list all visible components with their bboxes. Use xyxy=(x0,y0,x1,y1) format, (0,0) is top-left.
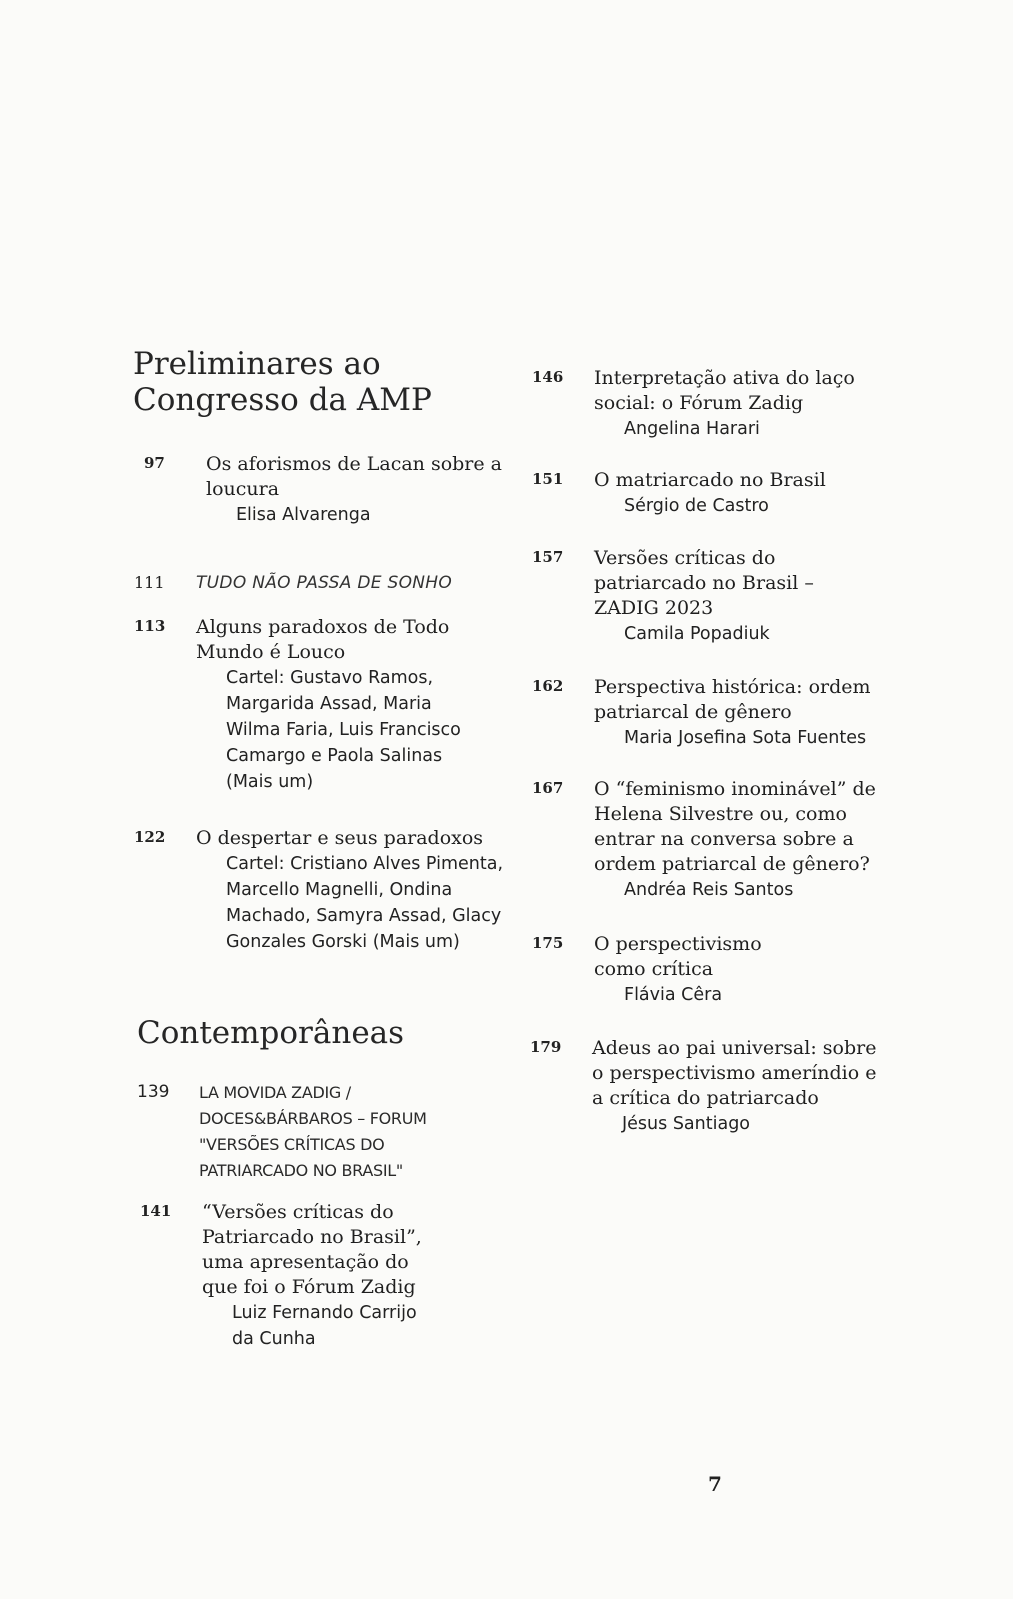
toc-entry xyxy=(144,452,524,528)
entry-title: LA MOVIDA ZADIG / DOCES&BÁRBAROS – FORUM "VERSÕES CRÍTICAS DO PATRIARCADO NO BRASIL" xyxy=(199,1083,427,1180)
entry-page-number: 146 xyxy=(532,368,564,386)
toc-entry xyxy=(532,546,912,647)
toc-entry xyxy=(140,1200,520,1352)
entry-page-number: 151 xyxy=(532,470,564,488)
entry-author: Flávia Cêra xyxy=(624,985,723,1005)
toc-entry xyxy=(532,468,912,519)
entry-page-number: 157 xyxy=(532,548,564,566)
entry-author: Maria Josefina Sota Fuentes xyxy=(624,728,867,748)
entry-page-number: 179 xyxy=(530,1038,562,1056)
entry-title: O despertar e seus paradoxos xyxy=(196,827,484,849)
entry-author: Camila Popadiuk xyxy=(624,624,770,644)
entry-title: Adeus ao pai universal: sobre o perspectivismo ameríndio e a crítica do patriarcado xyxy=(592,1037,877,1109)
entry-page-number: 175 xyxy=(532,934,564,952)
entry-title: Alguns paradoxos de Todo Mundo é Louco xyxy=(196,616,450,663)
toc-entry xyxy=(134,571,514,596)
page-number: 7 xyxy=(708,1472,722,1496)
toc-entry xyxy=(532,777,912,903)
entry-title: O matriarcado no Brasil xyxy=(594,469,826,491)
toc-entry xyxy=(532,932,912,1008)
entry-title: Interpretação ativa do laço social: o Fórum Zadig xyxy=(594,367,855,414)
entry-page-number: 167 xyxy=(532,779,564,797)
entry-author: Angelina Harari xyxy=(624,419,760,439)
entry-page-number: 139 xyxy=(137,1082,170,1102)
entry-author: Sérgio de Castro xyxy=(624,496,769,516)
entry-title: O “feminismo inominável” de Helena Silvestre ou, como entrar na conversa sobre a ordem patriarcal de gênero? xyxy=(594,778,876,875)
entry-author: Cartel: Cristiano Alves Pimenta, Marcello Magnelli, Ondina Machado, Samyra Assad, Glacy Gonzales Gorski (Mais um) xyxy=(226,854,504,952)
entry-page-number: 111 xyxy=(134,573,165,592)
entry-title: Perspectiva histórica: ordem patriarcal de gênero xyxy=(594,676,871,723)
entry-page-number: 97 xyxy=(144,454,165,472)
entry-author: Andréa Reis Santos xyxy=(624,880,794,900)
entry-page-number: 141 xyxy=(140,1202,172,1220)
toc-entry xyxy=(532,675,912,751)
entry-title: O perspectivismo como crítica xyxy=(594,933,762,980)
section-title-contemporaneas: Contemporâneas xyxy=(137,1015,405,1051)
entry-title: “Versões críticas do Patriarcado no Brasil”, uma apresentação do que foi o Fórum Zadig xyxy=(202,1201,422,1298)
entry-page-number: 162 xyxy=(532,677,564,695)
entry-author: Luiz Fernando Carrijo da Cunha xyxy=(232,1303,417,1349)
entry-title: Os aforismos de Lacan sobre a loucura xyxy=(206,453,503,500)
entry-author: Cartel: Gustavo Ramos, Margarida Assad, Maria Wilma Faria, Luis Francisco Camargo e Paola Salinas (Mais um) xyxy=(226,668,461,792)
entry-page-number: 113 xyxy=(134,617,166,635)
toc-entry xyxy=(137,1080,517,1184)
entry-title: Versões críticas do patriarcado no Brasil – ZADIG 2023 xyxy=(594,547,814,619)
toc-entry xyxy=(530,1036,910,1137)
entry-title: TUDO NÃO PASSA DE SONHO xyxy=(196,573,453,593)
entry-author: Jésus Santiago xyxy=(622,1114,751,1134)
entry-author: Elisa Alvarenga xyxy=(236,505,371,525)
toc-entry xyxy=(532,366,912,442)
toc-entry xyxy=(134,826,514,955)
entry-page-number: 122 xyxy=(134,828,166,846)
section-title-preliminares: Preliminares ao Congresso da AMP xyxy=(133,346,432,418)
toc-entry xyxy=(134,615,514,795)
